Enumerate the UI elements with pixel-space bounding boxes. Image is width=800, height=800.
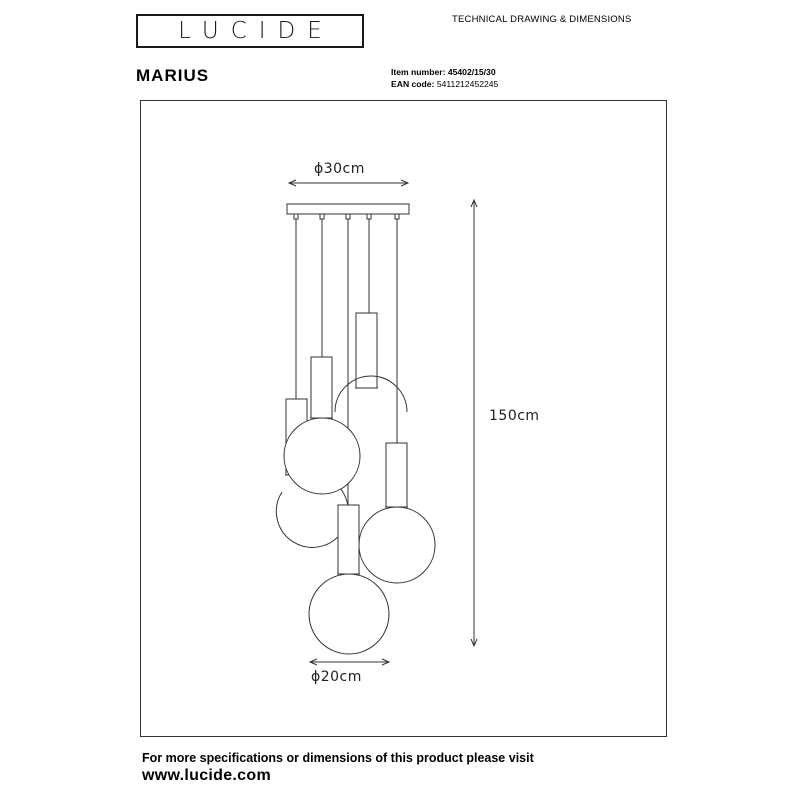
ean-value: 5411212452245 bbox=[436, 79, 499, 89]
website-link[interactable]: www.lucide.com bbox=[142, 767, 271, 784]
height-dimension-line bbox=[471, 200, 477, 646]
pendant-shade-1 bbox=[335, 313, 407, 412]
ceiling-canopy bbox=[287, 204, 409, 219]
canopy-dimension-line bbox=[289, 180, 408, 186]
document-type: TECHNICAL DRAWING & DIMENSIONS bbox=[452, 14, 632, 25]
pendant-shade-3 bbox=[284, 357, 360, 494]
brand-logo-text: LUCIDE bbox=[178, 18, 334, 44]
footer-note: For more specifications or dimensions of this product please visit bbox=[142, 751, 534, 765]
pendant-shade-4 bbox=[359, 443, 435, 583]
product-name: MARIUS bbox=[136, 66, 210, 85]
item-number-label: Item number: bbox=[391, 67, 446, 77]
ean-label: EAN code: bbox=[391, 79, 435, 89]
shade-diameter-label: ϕ20cm bbox=[311, 669, 362, 685]
total-height-label: 150cm bbox=[489, 408, 540, 424]
shade-dimension-line bbox=[310, 659, 389, 665]
item-number-value: 45402/15/30 bbox=[447, 67, 496, 77]
canopy-diameter-label: ϕ30cm bbox=[314, 161, 365, 177]
